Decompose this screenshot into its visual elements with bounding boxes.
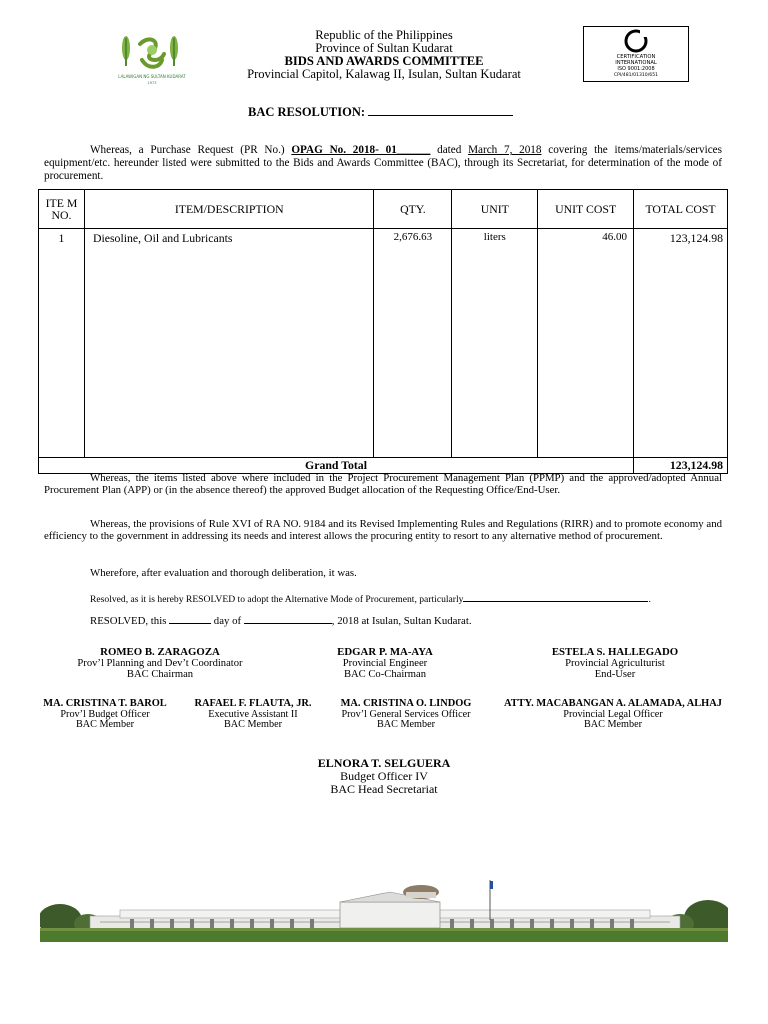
resolution-title: BAC RESOLUTION: bbox=[248, 104, 513, 120]
cell-unit: liters bbox=[452, 229, 538, 458]
month-blank bbox=[244, 613, 332, 624]
table-header-row bbox=[39, 190, 728, 229]
pr-number: OPAG No. 2018- 01______ bbox=[291, 144, 431, 156]
cell-qty: 2,676.63 bbox=[374, 229, 452, 458]
paragraph-resolved-date: RESOLVED, this day of , 2018 at Isulan, Sultan Kudarat. bbox=[90, 615, 472, 627]
day-blank bbox=[169, 613, 211, 624]
col-header-unit: UNIT bbox=[452, 190, 538, 229]
signatory-budget-officer: MA. CRISTINA T. BAROL Prov’l Budget Officer BAC Member bbox=[43, 698, 167, 731]
cert-line-2: INTERNATIONAL bbox=[615, 60, 657, 66]
col-header-unit-cost: UNIT COST bbox=[538, 190, 634, 229]
header-province: Province of Sultan Kudarat bbox=[315, 41, 453, 55]
signatory-chairman: ROMEO B. ZARAGOZA Prov’l Planning and Dev’t Coordinator BAC Chairman bbox=[77, 646, 243, 681]
cert-line-3: ISO 9001:2008 bbox=[617, 66, 655, 72]
signatory-end-user: ESTELA S. HALLEGADO Provincial Agriculturist End-User bbox=[551, 646, 679, 681]
grand-total-label: Grand Total bbox=[39, 458, 634, 474]
signatory-gso: MA. CRISTINA O. LINDOG Prov’l General Services Officer BAC Member bbox=[340, 698, 472, 731]
paragraph-rule-xvi: Whereas, the provisions of Rule XVI of RA NO. 9184 and its Revised Implementing Rules and Regulations (RIRR) and to promote economy and efficiency to the government in addressing its needs and interest allows the procuring entity to resort to any alternative method of procurement. bbox=[44, 518, 722, 543]
grand-total-value: 123,124.98 bbox=[634, 458, 728, 474]
seal-year: 1973 bbox=[147, 81, 157, 85]
table-row bbox=[39, 229, 728, 458]
col-header-item-no: ITE M NO. bbox=[39, 190, 85, 229]
capitol-building-image bbox=[40, 880, 728, 942]
header-address: Provincial Capitol, Kalawag II, Isulan, Sultan Kudarat bbox=[247, 67, 521, 81]
paragraph-wherefore: Wherefore, after evaluation and thorough deliberation, it was. bbox=[90, 567, 357, 579]
cert-line-4: CPI/481/01310/651 bbox=[613, 73, 659, 78]
cell-description: Diesoline, Oil and Lubricants bbox=[84, 229, 374, 458]
items-table bbox=[38, 189, 728, 474]
certification-mark-icon bbox=[584, 27, 688, 81]
signatory-legal-officer: ATTY. MACABANGAN A. ALAMADA, ALHAJ Provincial Legal Officer BAC Member bbox=[504, 698, 722, 731]
paragraph-resolved-mode: Resolved, as it is hereby RESOLVED to adopt the Alternative Mode of Procurement, particularly . bbox=[90, 591, 730, 606]
procurement-mode-blank bbox=[463, 591, 648, 602]
seal-caption: LALAWIGAN NG SULTAN KUDARAT bbox=[118, 74, 186, 79]
signatory-co-chairman: EDGAR P. MA-AYA Provincial Engineer BAC Co-Chairman bbox=[337, 646, 433, 681]
signatory-executive-assistant: RAFAEL F. FLAUTA, JR. Executive Assistant II BAC Member bbox=[194, 698, 312, 731]
cell-unit-cost: 46.00 bbox=[538, 229, 634, 458]
province-seal-logo bbox=[112, 30, 192, 88]
intro-paragraph: Whereas, a Purchase Request (PR No.) OPAG No. 2018- 01______ dated March 7, 2018 covering the items/materials/services equipment/etc. hereunder listed were submitted to the Bids and Awards Committee (BAC), through its Secretariat, for determination of the mode of procurement. bbox=[44, 144, 722, 182]
cell-total: 123,124.98 bbox=[634, 229, 728, 458]
resolution-number-blank bbox=[368, 104, 513, 116]
paragraph-ppmp: Whereas, the items listed above where included in the Project Procurement Management Plan (PPMP) and the approved/adopted Annual Procurement Plan (APP) or (in the absence thereof) the approved Budget allocation of the Requesting Office/End-User. bbox=[44, 472, 722, 497]
col-header-total-cost: TOTAL COST bbox=[634, 190, 728, 229]
iso-certification-logo bbox=[583, 26, 689, 82]
col-header-qty: QTY. bbox=[374, 190, 452, 229]
header-republic: Republic of the Philippines bbox=[315, 28, 453, 42]
header-committee: BIDS AND AWARDS COMMITTEE bbox=[284, 54, 484, 68]
cert-line-1: CERTIFICATION bbox=[616, 54, 656, 60]
col-header-description: ITEM/DESCRIPTION bbox=[84, 190, 374, 229]
pr-date: March 7, 2018 bbox=[468, 144, 542, 156]
signatory-secretariat: ELNORA T. SELGUERA Budget Officer IV BAC Head Secretariat bbox=[317, 756, 451, 796]
cell-item-no: 1 bbox=[39, 229, 85, 458]
